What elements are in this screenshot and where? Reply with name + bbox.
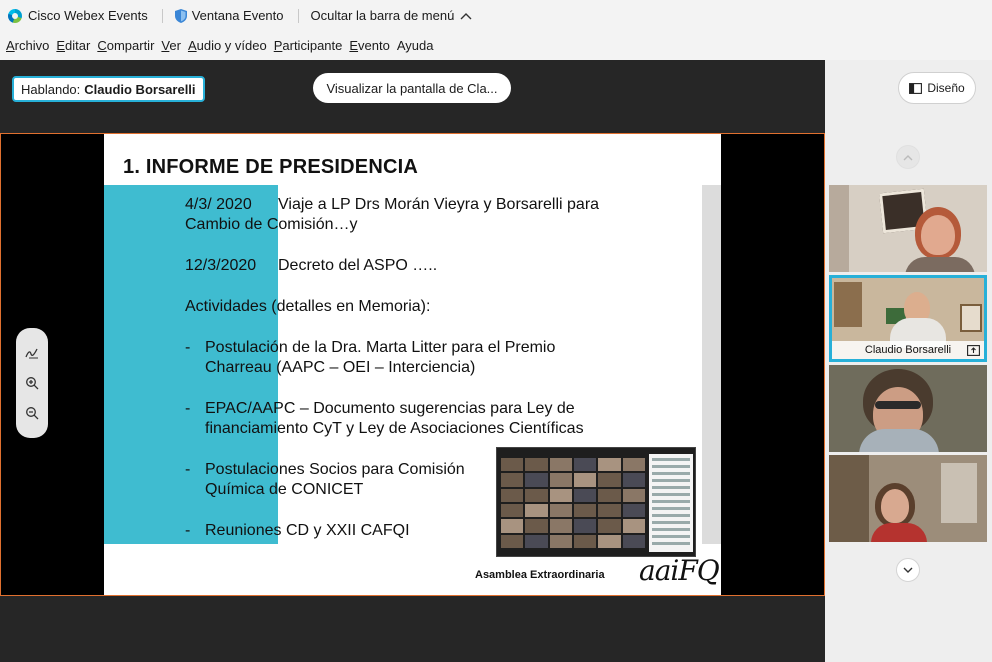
layout-label: Diseño — [927, 81, 965, 95]
slide-line-1b: Cambio de Comisión…y — [185, 216, 358, 233]
aaifq-logo: aaiFQ — [639, 554, 719, 587]
participant-video-4[interactable] — [829, 455, 987, 542]
menu-compartir[interactable]: Compartir — [97, 38, 155, 53]
slide-bullet-2b: financiamiento CyT y Ley de Asociaciones Científicas — [205, 420, 584, 437]
event-window-button[interactable]: Ventana Evento — [191, 8, 284, 23]
scroll-up-button[interactable] — [896, 145, 920, 169]
slide-footer: Asamblea Extraordinaria — [475, 569, 605, 581]
slide-line-3: Actividades (detalles en Memoria): — [185, 298, 431, 315]
bullet-dash: - — [185, 400, 191, 417]
menu-archivo[interactable]: Archivo — [6, 38, 50, 53]
slide-bullet-4: Reuniones CD y XXII CAFQI — [205, 522, 410, 539]
scroll-down-button[interactable] — [896, 558, 920, 582]
menu-bar — [0, 31, 992, 60]
presentation-slide — [104, 134, 721, 595]
participant-video-2[interactable] — [829, 275, 987, 362]
menu-evento[interactable]: Evento — [349, 38, 390, 53]
layout-button[interactable] — [898, 72, 976, 104]
title-separator — [162, 9, 163, 23]
menu-audio-video[interactable]: Audio y vídeo — [187, 38, 267, 53]
bullet-dash: - — [185, 339, 191, 356]
chevron-up-icon — [460, 12, 472, 20]
layout-icon — [909, 83, 922, 94]
chevron-down-icon — [903, 567, 913, 574]
shield-icon — [175, 9, 187, 23]
slide-bullet-1b: Charreau (AAPC – OEI – Interciencia) — [205, 359, 476, 376]
slide-bullet-2a: EPAC/AAPC – Documento sugerencias para Ley de — [205, 400, 575, 417]
menu-editar[interactable]: Editar — [56, 38, 91, 53]
participant-name-2: Claudio Borsarelli — [832, 341, 984, 359]
menu-participante[interactable]: Participante — [273, 38, 343, 53]
slide-bullet-3b: Química de CONICET — [205, 481, 364, 498]
slide-date-1: 4/3/ 2020 — [185, 196, 252, 213]
speaker-name: Claudio Borsarelli — [84, 81, 196, 97]
main-stage — [0, 60, 825, 662]
chevron-up-icon — [903, 154, 913, 161]
active-speaker-indicator — [12, 76, 205, 102]
slide-side-strip — [702, 185, 721, 544]
pen-icon[interactable] — [25, 346, 39, 360]
slide-line-1: Viaje a LP Drs Morán Vieyra y Borsarelli para — [278, 196, 600, 213]
slide-date-2: 12/3/2020 — [185, 257, 257, 274]
zoom-in-icon[interactable] — [25, 376, 39, 390]
title-bar — [0, 0, 992, 31]
title-separator-2 — [298, 9, 299, 23]
menu-ayuda[interactable]: Ayuda — [396, 38, 434, 53]
app-title: Cisco Webex Events — [28, 8, 148, 23]
participant-video-panel — [825, 60, 992, 662]
view-shared-screen-button[interactable]: Visualizar la pantalla de Cla... — [313, 73, 511, 103]
slide-bullet-1a: Postulación de la Dra. Marta Litter para el Premio — [205, 339, 556, 356]
screen-share-icon — [967, 345, 980, 356]
participant-video-1[interactable] — [829, 185, 987, 272]
hide-menu-bar-label: Ocultar la barra de menú — [310, 8, 455, 23]
slide-bullet-3a: Postulaciones Socios para Comisión — [205, 461, 465, 478]
speaking-label: Hablando: — [21, 81, 81, 97]
participant-video-3[interactable] — [829, 365, 987, 452]
menu-ver[interactable]: Ver — [161, 38, 181, 53]
shared-screen[interactable] — [0, 133, 825, 596]
meeting-screenshot-image — [496, 447, 696, 557]
slide-title: 1. INFORME DE PRESIDENCIA — [123, 156, 419, 178]
annotation-toolbar — [16, 328, 48, 438]
bullet-dash: - — [185, 461, 191, 478]
bullet-dash: - — [185, 522, 191, 539]
webex-logo-icon — [8, 9, 22, 23]
zoom-out-icon[interactable] — [25, 406, 39, 420]
slide-line-2: Decreto del ASPO ….. — [278, 257, 438, 274]
hide-menu-bar-button[interactable] — [311, 8, 473, 23]
